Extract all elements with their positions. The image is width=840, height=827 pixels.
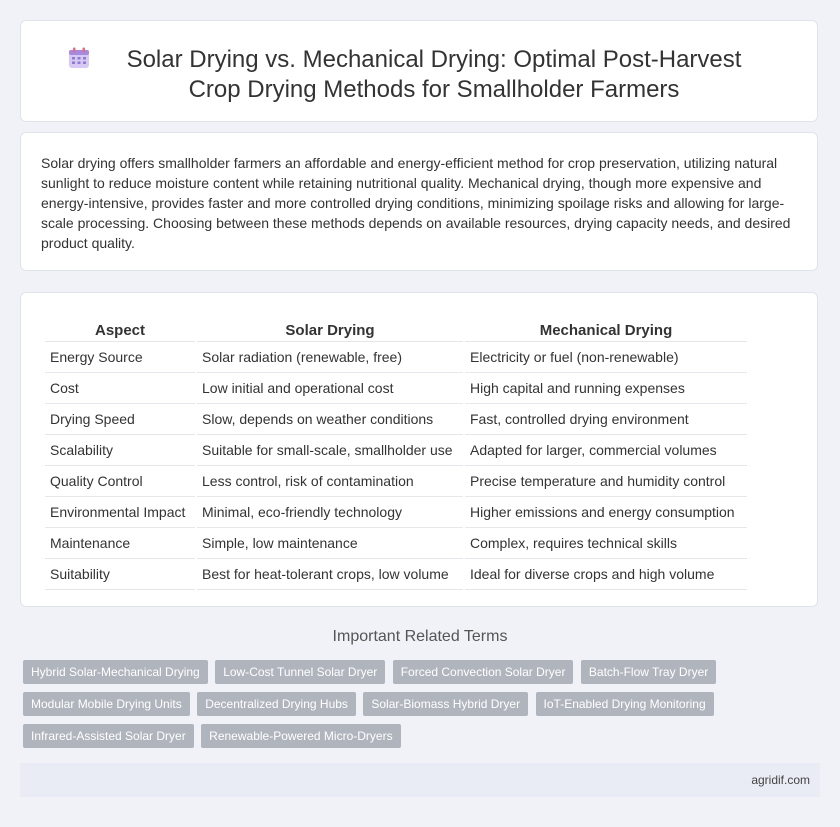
solar-cell: Solar radiation (renewable, free) — [197, 342, 463, 373]
footer-site-link[interactable]: agridif.com — [751, 773, 810, 787]
page-title: Solar Drying vs. Mechanical Drying: Optimal Post-Harvest Crop Drying Methods for Smallholder Farmers — [126, 46, 742, 103]
table-row — [45, 373, 747, 404]
solar-cell: Suitable for small-scale, smallholder use — [197, 435, 463, 466]
term-tag[interactable]: Infrared-Assisted Solar Dryer — [23, 724, 194, 748]
comparison-table — [43, 315, 749, 590]
table-row — [45, 435, 747, 466]
term-tag[interactable]: Decentralized Drying Hubs — [197, 692, 356, 716]
mechanical-cell: Ideal for diverse crops and high volume — [465, 559, 747, 590]
table-row — [45, 342, 747, 373]
aspect-cell: Maintenance — [45, 528, 195, 559]
aspect-cell: Energy Source — [45, 342, 195, 373]
term-tag[interactable]: IoT-Enabled Drying Monitoring — [536, 692, 714, 716]
solar-cell: Minimal, eco-friendly technology — [197, 497, 463, 528]
mechanical-cell: Precise temperature and humidity control — [465, 466, 747, 497]
table-row — [45, 404, 747, 435]
mechanical-cell: High capital and running expenses — [465, 373, 747, 404]
aspect-cell: Scalability — [45, 435, 195, 466]
solar-cell: Less control, risk of contamination — [197, 466, 463, 497]
table-row — [45, 466, 747, 497]
mechanical-cell: Fast, controlled drying environment — [465, 404, 747, 435]
intro-card — [20, 132, 818, 271]
term-tag[interactable]: Batch-Flow Tray Dryer — [581, 660, 716, 684]
header-mechanical: Mechanical Drying — [465, 315, 747, 342]
header-aspect: Aspect — [45, 315, 195, 342]
related-terms-heading: Important Related Terms — [332, 628, 508, 645]
header-solar: Solar Drying — [197, 315, 463, 342]
mechanical-cell: Complex, requires technical skills — [465, 528, 747, 559]
term-tag[interactable]: Modular Mobile Drying Units — [23, 692, 190, 716]
term-tag[interactable]: Solar-Biomass Hybrid Dryer — [363, 692, 528, 716]
mechanical-cell: Electricity or fuel (non-renewable) — [465, 342, 747, 373]
solar-cell: Simple, low maintenance — [197, 528, 463, 559]
table-row — [45, 528, 747, 559]
term-tag[interactable]: Renewable-Powered Micro-Dryers — [201, 724, 400, 748]
term-tag[interactable]: Hybrid Solar-Mechanical Drying — [23, 660, 208, 684]
comparison-card — [20, 292, 818, 607]
aspect-cell: Suitability — [45, 559, 195, 590]
solar-cell: Low initial and operational cost — [197, 373, 463, 404]
intro-paragraph: Solar drying offers smallholder farmers an affordable and energy-efficient method for crop preservation, utilizing natural sunlight to reduce moisture content while retaining nutritional quality. Mechanical drying, though more expensive and energy-intensive, provides faster and more controlled drying conditions, minimizing spoilage risks and allowing for large-scale processing. Choosing between these methods depends on available resources, drying capacity needs, and desired product quality. — [41, 155, 791, 251]
aspect-cell: Environmental Impact — [45, 497, 195, 528]
table-row — [45, 497, 747, 528]
mechanical-cell: Adapted for larger, commercial volumes — [465, 435, 747, 466]
table-header-row — [45, 315, 747, 342]
solar-cell: Best for heat-tolerant crops, low volume — [197, 559, 463, 590]
term-tag[interactable]: Low-Cost Tunnel Solar Dryer — [215, 660, 385, 684]
aspect-cell: Cost — [45, 373, 195, 404]
solar-cell: Slow, depends on weather conditions — [197, 404, 463, 435]
table-row — [45, 559, 747, 590]
term-tag[interactable]: Forced Convection Solar Dryer — [393, 660, 574, 684]
footer — [20, 763, 820, 797]
mechanical-cell: Higher emissions and energy consumption — [465, 497, 747, 528]
title-card — [20, 20, 818, 122]
aspect-cell: Quality Control — [45, 466, 195, 497]
aspect-cell: Drying Speed — [45, 404, 195, 435]
related-terms-list — [23, 660, 723, 756]
